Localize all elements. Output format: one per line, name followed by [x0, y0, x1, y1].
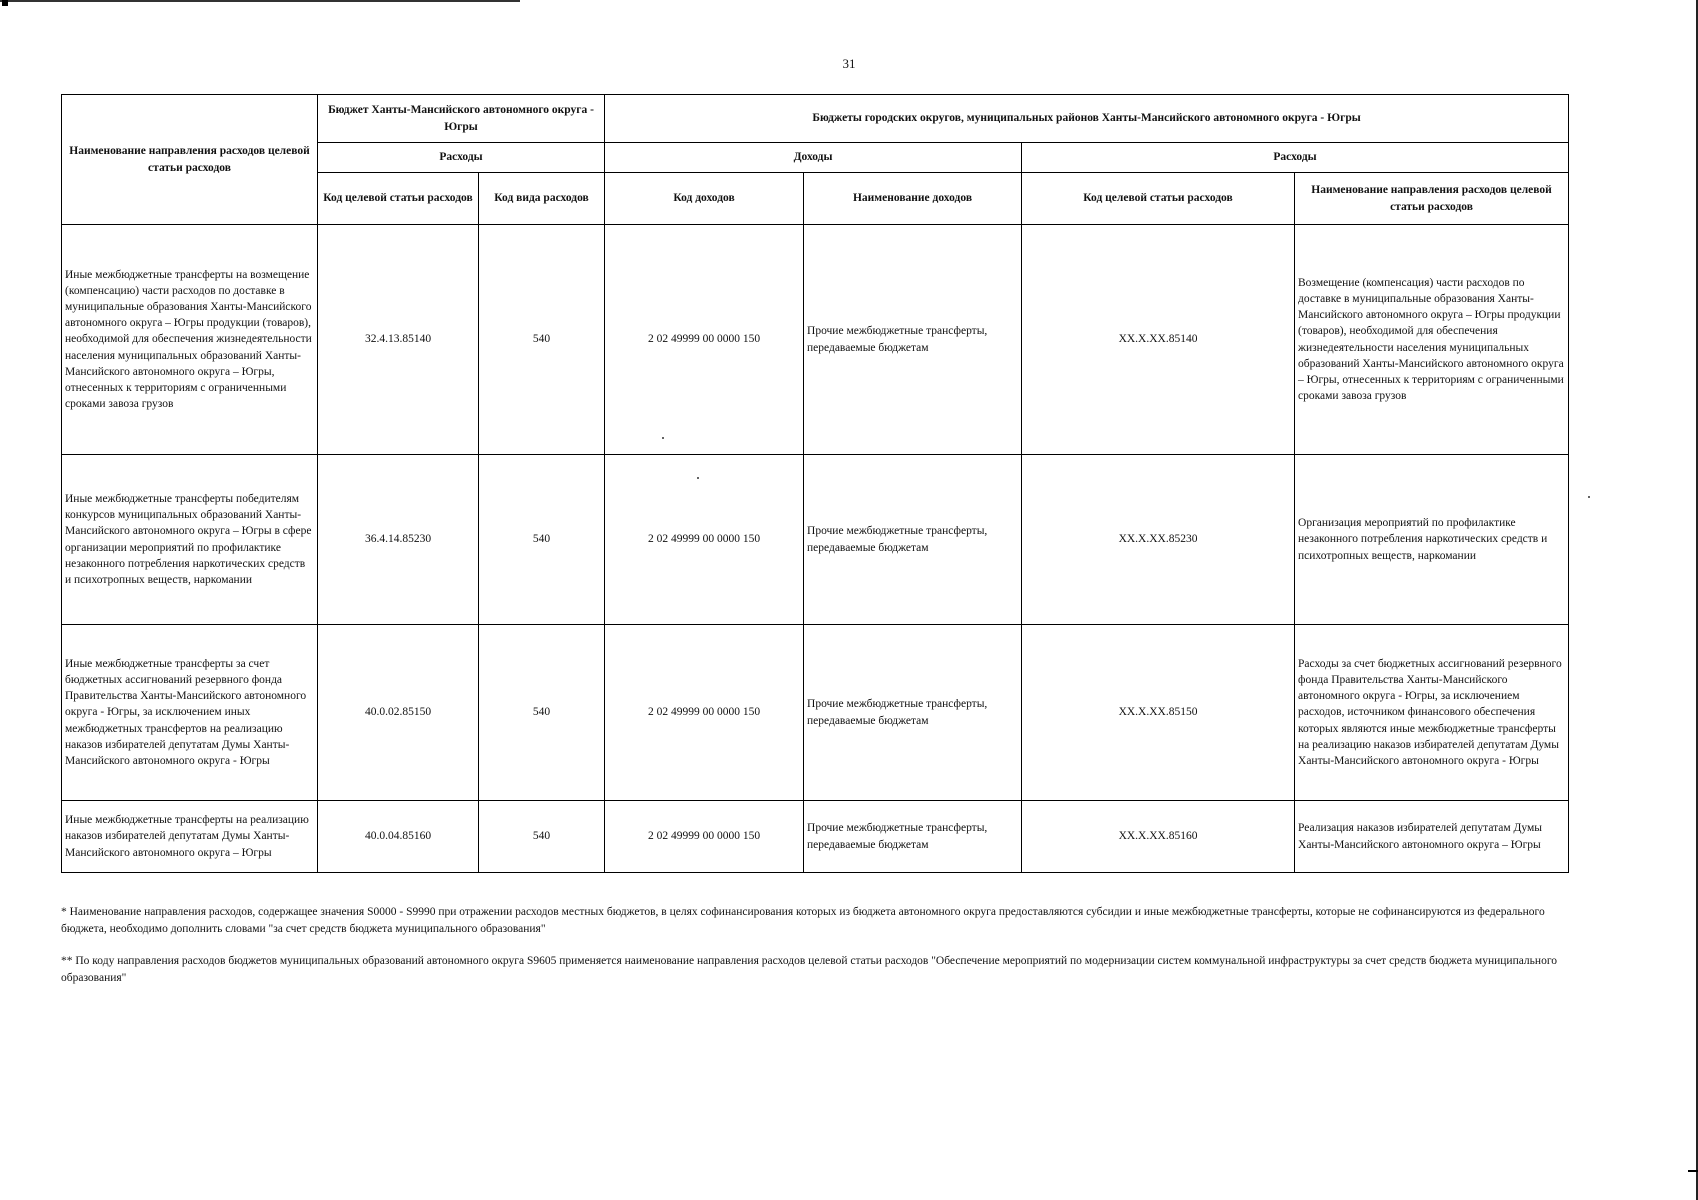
scan-mark: [1688, 1170, 1698, 1172]
scan-speck: [1588, 496, 1590, 498]
cell-municipal-direction: Расходы за счет бюджетных ассигнований резервного фонда Правительства Ханты-Мансийского автономного округа - Югры, за исключением расходов, источником финансового обеспечения которых являются иные межбюджетные трансферты на реализацию наказов избирателей депутатам Думы Ханты-Мансийского автономного округа - Югры: [1295, 625, 1569, 801]
table-row: [62, 455, 1569, 625]
header-municipal-income: Доходы: [605, 143, 1022, 173]
footnote-1: * Наименование направления расходов, содержащее значения S0000 - S9990 при отражении расходов местных бюджетов, в целях софинансирования которых из бюджета автономного округа предоставляются субсидии и иные межбюджетные трансферты, которые не софинансируются из федерального бюджета, необходимо дополнить словами "за счет средств бюджета муниципального образования": [61, 906, 1545, 935]
header-okrug-expenses: Расходы: [318, 143, 605, 173]
header-municipal-expenses: Расходы: [1022, 143, 1569, 173]
cell-municipal-direction: Организация мероприятий по профилактике незаконного потребления наркотических средств и психотропных веществ, наркомании: [1295, 455, 1569, 625]
cell-income-name: Прочие межбюджетные трансферты, передаваемые бюджетам: [804, 625, 1022, 801]
header-direction-name: Наименование направления расходов целевой статьи расходов: [62, 95, 318, 225]
cell-target-code: 36.4.14.85230: [318, 455, 479, 625]
cell-municipal-code: XX.X.XX.85160: [1022, 801, 1295, 873]
cell-expense-type: 540: [479, 455, 605, 625]
cell-target-code: 40.0.04.85160: [318, 801, 479, 873]
header-okrug-budget: Бюджет Ханты-Мансийского автономного округа - Югры: [318, 95, 605, 143]
header-municipal-budgets: Бюджеты городских округов, муниципальных районов Ханты-Мансийского автономного округа - Югры: [605, 95, 1569, 143]
cell-income-code: 2 02 49999 00 0000 150: [605, 225, 804, 455]
scan-mark: [2, 0, 8, 6]
budget-classification-table: [61, 94, 1569, 873]
cell-direction: Иные межбюджетные трансферты за счет бюджетных ассигнований резервного фонда Правительства Ханты-Мансийского автономного округа - Югры, за исключением иных межбюджетных трансфертов на реализацию наказов избирателей депутатам Думы Ханты-Мансийского автономного округа - Югры: [62, 625, 318, 801]
scan-speck: [697, 477, 699, 479]
header-municipal-direction-name: Наименование направления расходов целевой статьи расходов: [1295, 173, 1569, 225]
cell-expense-type: 540: [479, 225, 605, 455]
footnotes: [61, 904, 1571, 1003]
table-row: [62, 801, 1569, 873]
cell-municipal-direction: Возмещение (компенсация) части расходов по доставке в муниципальные образования Ханты-Мансийского автономного округа – Югры продукции (товаров), необходимой для обеспечения жизнедеятельности населения муниципальных образований Ханты-Мансийского автономного округа – Югры, отнесенных к территориям с ограниченными сроками завоза грузов: [1295, 225, 1569, 455]
cell-target-code: 40.0.02.85150: [318, 625, 479, 801]
header-municipal-target-code: Код целевой статьи расходов: [1022, 173, 1295, 225]
table-row: [62, 625, 1569, 801]
header-expense-type-code: Код вида расходов: [479, 173, 605, 225]
scan-edge-top: [0, 0, 520, 2]
cell-income-code: 2 02 49999 00 0000 150: [605, 455, 804, 625]
cell-municipal-direction: Реализация наказов избирателей депутатам Думы Ханты-Мансийского автономного округа – Югры: [1295, 801, 1569, 873]
cell-income-code: 2 02 49999 00 0000 150: [605, 625, 804, 801]
footnote-2: ** По коду направления расходов бюджетов муниципальных образований автономного округа S9605 применяется наименование направления расходов целевой статьи расходов "Обеспечение мероприятий по модернизации систем коммунальной инфраструктуры за счет средств бюджета муниципального образования": [61, 955, 1557, 985]
cell-income-name: Прочие межбюджетные трансферты, передаваемые бюджетам: [804, 225, 1022, 455]
table-row: [62, 225, 1569, 455]
cell-income-name: Прочие межбюджетные трансферты, передаваемые бюджетам: [804, 455, 1022, 625]
scan-speck: [662, 437, 664, 439]
cell-direction: Иные межбюджетные трансферты победителям конкурсов муниципальных образований Ханты-Мансийского автономного округа – Югры в сфере организации мероприятий по профилактике незаконного потребления наркотических средств и психотропных веществ, наркомании: [62, 455, 318, 625]
header-income-code: Код доходов: [605, 173, 804, 225]
cell-municipal-code: XX.X.XX.85230: [1022, 455, 1295, 625]
cell-target-code: 32.4.13.85140: [318, 225, 479, 455]
cell-income-code: 2 02 49999 00 0000 150: [605, 801, 804, 873]
cell-direction: Иные межбюджетные трансферты на возмещение (компенсацию) части расходов по доставке в муниципальные образования Ханты-Мансийского автономного округа – Югры продукции (товаров), необходимой для обеспечения жизнедеятельности населения муниципальных образований Ханты-Мансийского автономного округа – Югры, отнесенных к территориям с ограниченными сроками завоза грузов: [62, 225, 318, 455]
cell-expense-type: 540: [479, 625, 605, 801]
cell-municipal-code: XX.X.XX.85150: [1022, 625, 1295, 801]
header-income-name: Наименование доходов: [804, 173, 1022, 225]
cell-direction: Иные межбюджетные трансферты на реализацию наказов избирателей депутатам Думы Ханты-Мансийского автономного округа – Югры: [62, 801, 318, 873]
header-target-code: Код целевой статьи расходов: [318, 173, 479, 225]
cell-expense-type: 540: [479, 801, 605, 873]
page-number: 31: [842, 56, 856, 71]
cell-municipal-code: XX.X.XX.85140: [1022, 225, 1295, 455]
cell-income-name: Прочие межбюджетные трансферты, передаваемые бюджетам: [804, 801, 1022, 873]
